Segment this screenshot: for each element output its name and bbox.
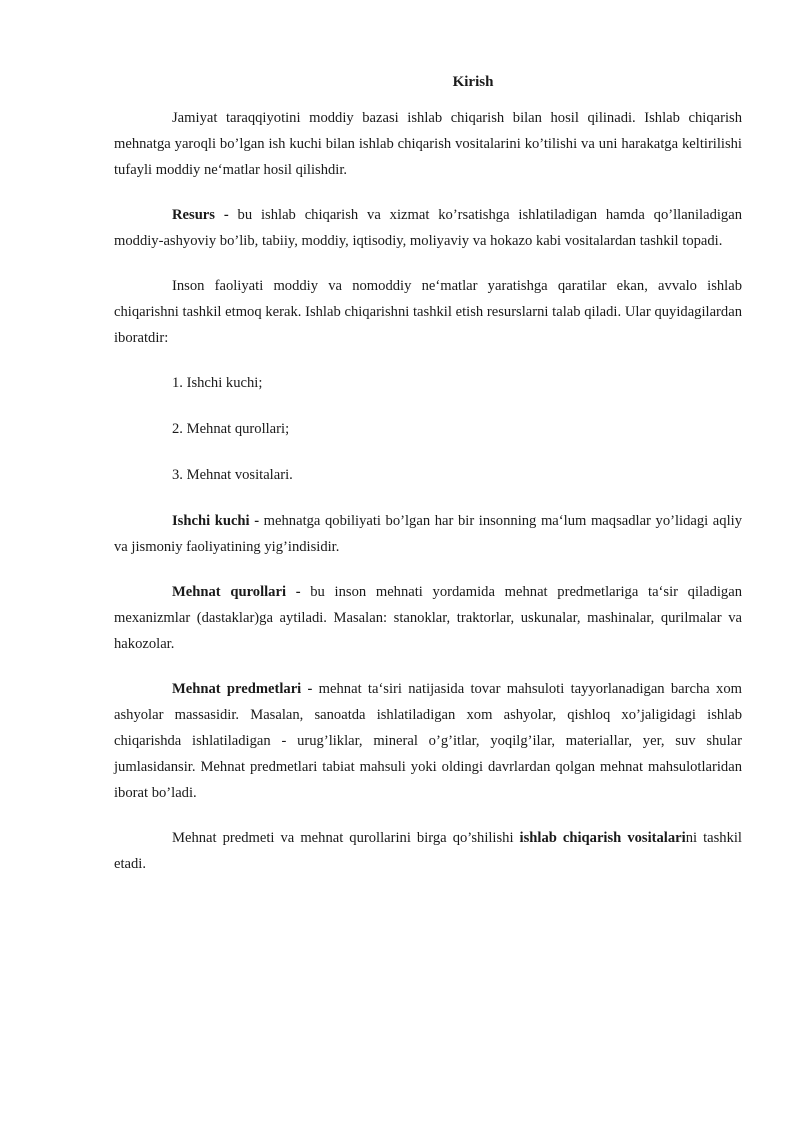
paragraph-vositalar-after: ni tashkil etadi. [114,830,742,872]
list-item-2: 2. Mehnat qurollari; [172,421,290,437]
paragraph-resurs [114,202,742,254]
term-mehnat-qurollari: Mehnat qurollari - [172,584,301,600]
paragraph-ishchi-kuchi [114,508,742,560]
term-ishchi-kuchi: Ishchi kuchi - [172,513,260,529]
list-item-1: 1. Ishchi kuchi; [172,375,263,391]
paragraph-resurs-text: bu ishlab chiqarish va xizmat ko’rsatishga ishlatiladigan hamda qo’llaniladigan moddiy-ashyoviy bo’lib, tabiiy, moddiy, iqtisodiy, moliyaviy va hokazo kabi vositalardan tashkil topadi. [114,207,742,249]
paragraph-ishchi-kuchi-text: mehnatga qobiliyati bo’lgan har bir insonning ma‘lum maqsadlar yo’lidagi aqliy va jismoniy faoliyatining yig’indisidir. [114,513,742,555]
paragraph-mehnat-qurollari-text: bu inson mehnati yordamida mehnat predmetlariga ta‘sir qiladigan mexanizmlar (dastaklar)ga aytiladi. Masalan: stanoklar, traktorlar, uskunalar, mashinalar, qurilmalar va hakozolar. [114,584,742,652]
paragraph-vositalar [114,825,742,877]
term-resurs: Resurs - [172,207,229,223]
paragraph-mehnat-predmetlari [114,676,742,806]
paragraph-inson: Inson faoliyati moddiy va nomoddiy ne‘matlar yaratishga qaratilar ekan, avvalo ishlab chiqarishni tashkil etmoq kerak. Ishlab chiqarishni tashkil etish resurslarni talab qiladi. Ular quyidagilardan iboratdir: [114,278,742,346]
document-title: Kirish [452,74,494,90]
list-item-3: 3. Mehnat vositalari. [172,467,293,483]
paragraph-mehnat-predmetlari-text: mehnat ta‘siri natijasida tovar mahsuloti tayyorlanadigan barcha xom ashyolar massasidir. Masalan, sanoatda ishlatiladigan xom ashyolar, qishloq xo’jaligidagi ishlab chiqarishda ishlatiladigan - urug’liklar, mineral o’g’itlar, yoqilg’ilar, materiallar, yer, suv shular jumlasidansir. Mehnat predmetlari tabiat mahsuli yoki oldingi davrlardan qolgan mehnat mahsulotlaridan iborat bo’ladi. [114,681,742,801]
paragraph-mehnat-qurollari [114,579,742,657]
term-mehnat-predmetlari: Mehnat predmetlari - [172,681,313,697]
paragraph-intro: Jamiyat taraqqiyotini moddiy bazasi ishlab chiqarish bilan hosil qilinadi. Ishlab chiqarish mehnatga yaroqli bo’lgan ish kuchi bilan ishlab chiqarish vositalarini ko’tilishi va uni harakatga keltirilishi tufayli moddiy ne‘matlar hosil qilishdir. [114,110,742,178]
term-ishlab-chiqarish-vositalari: ishlab chiqarish vositalari [519,830,686,846]
paragraph-vositalar-before: Mehnat predmeti va mehnat qurollarini birga qo’shilishi [172,830,520,846]
